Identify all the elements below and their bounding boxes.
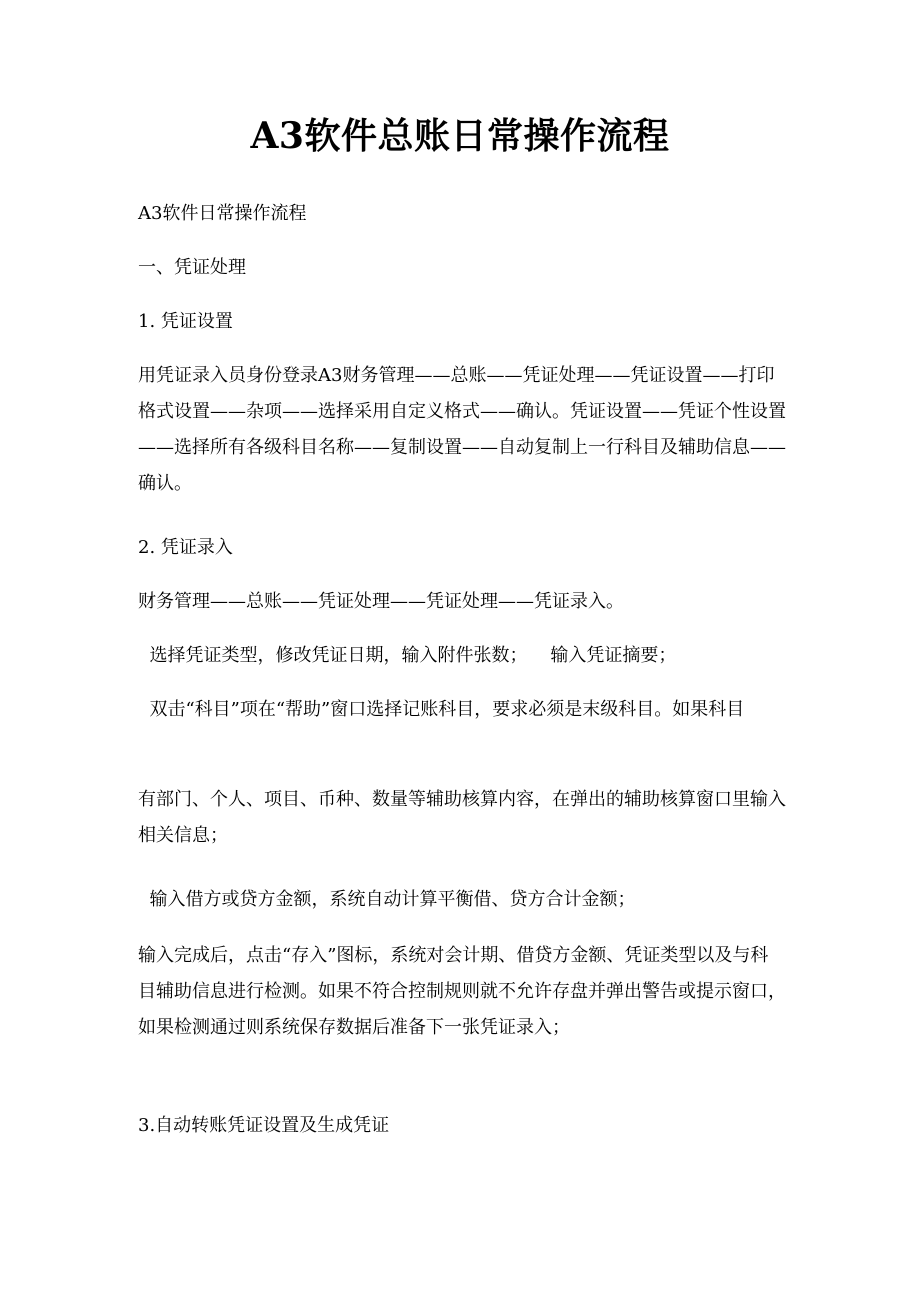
paragraph-select-account: 双击“科目”项在“帮助”窗口选择记账科目，要求必须是末级科目。如果科目 — [138, 699, 745, 720]
subsection-heading-auto-transfer: 3.自动转账凭证设置及生成凭证 — [138, 1115, 390, 1136]
document-title: A3软件总账日常操作流程 — [250, 115, 670, 157]
paragraph-select-type: 选择凭证类型，修改凭证日期，输入附件张数； 输入凭证摘要； — [138, 645, 677, 666]
subsection-heading-voucher-settings: 1. 凭证设置 — [138, 311, 233, 332]
paragraph-subtitle: A3软件日常操作流程 — [138, 203, 307, 224]
section-heading-voucher-processing: 一、凭证处理 — [138, 257, 246, 278]
paragraph-auxiliary-info: 有部门、个人、项目、币种、数量等辅助核算内容，在弹出的辅助核算窗口里输入相关信息； — [138, 789, 786, 846]
paragraph-amounts: 输入借方或贷方金额，系统自动计算平衡借、贷方合计金额； — [138, 889, 636, 910]
paragraph-voucher-settings: 用凭证录入员身份登录A3财务管理——总账——凭证处理——凭证设置——打印格式设置——杂项——选择采用自定义格式——确认。凭证设置——凭证个性设置——选择所有各级科目名称——复制设置——自动复制上一行科目及辅助信息——确认。 — [138, 365, 786, 494]
paragraph-entry-path: 财务管理——总账——凭证处理——凭证处理——凭证录入。 — [138, 591, 624, 612]
subsection-heading-voucher-entry: 2. 凭证录入 — [138, 537, 233, 558]
paragraph-save-check: 输入完成后，点击“存入”图标，系统对会计期、借贷方金额、凭证类型以及与科目辅助信息进行检测。如果不符合控制规则就不允许存盘并弹出警告或提示窗口，如果检测通过则系统保存数据后准备下一张凭证录入； — [138, 945, 786, 1038]
